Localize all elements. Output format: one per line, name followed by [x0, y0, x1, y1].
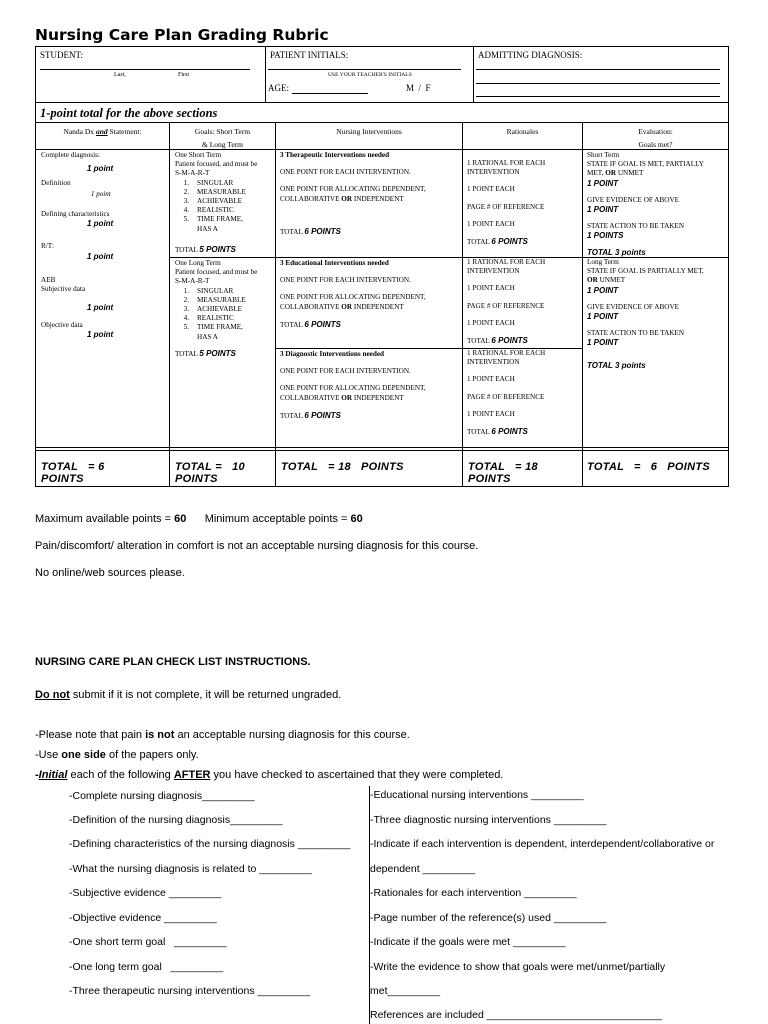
nanda-rt: R/T:: [41, 242, 54, 251]
eval-partial-2: OR UNMET: [587, 276, 626, 285]
rational-page-point: 1 POINT EACH: [467, 219, 515, 228]
eval-long-one-point: 1 POINT: [587, 285, 619, 295]
checklist-item: -Complete nursing diagnosis_________: [69, 790, 255, 802]
one-side-note: -Use one side of the papers only.: [35, 749, 199, 761]
nanda-header-and: and: [95, 127, 108, 136]
eval-long-term: Long Term: [587, 258, 619, 266]
eval-one-point: 1 POINT: [587, 178, 619, 188]
long-smart-list: [175, 287, 275, 342]
rational-total: TOTAL 6 POINTS: [467, 237, 528, 247]
eval-give-evidence: GIVE EVIDENCE OF ABOVE: [587, 195, 680, 204]
do-not-submit: Do not submit if it is not complete, it will be returned ungraded.: [35, 689, 342, 701]
nanda-objective: Objective data: [41, 321, 83, 330]
eval-long-action: STATE ACTION TO BE TAKEN: [587, 329, 685, 338]
checklist-item: -Indicate if each intervention is dependent, interdependent/collaborative or: [370, 838, 715, 850]
page-title: Nursing Care Plan Grading Rubric: [35, 26, 329, 44]
diagnostic-one-each: ONE POINT FOR EACH INTERVENTION.: [280, 367, 411, 376]
goals-split-line: [170, 257, 275, 258]
therapeutic-alloc: ONE POINT FOR ALLOCATING DEPENDENT,: [280, 185, 426, 194]
col-divider-3: [462, 122, 463, 486]
col-header-rationales: Rationales: [506, 127, 539, 136]
nanda-defining: Defining characteristics: [41, 209, 110, 218]
educational-alloc: ONE POINT FOR ALLOCATING DEPENDENT,: [280, 293, 426, 302]
student-info-row: [36, 47, 728, 103]
col-header-interventions: Nursing Interventions: [336, 127, 402, 136]
checklist-item: -Three diagnostic nursing interventions _________: [370, 814, 607, 826]
col-divider-2: [275, 122, 276, 486]
totals-top-line: [36, 447, 728, 448]
rational-page-point: 1 POINT EACH: [467, 318, 515, 327]
goals-long-cell: [175, 259, 275, 359]
long-term-title: One Long Term: [175, 259, 221, 267]
patient-initials-label: PATIENT INITIALS:: [270, 50, 349, 60]
line-below-note: [36, 122, 728, 123]
diagnostic-alloc: ONE POINT FOR ALLOCATING DEPENDENT,: [280, 384, 426, 393]
rational-intervention: INTERVENTION: [467, 267, 520, 276]
therapeutic-total: TOTAL 6 POINTS: [280, 226, 341, 236]
checklist-item: -One short term goal _________: [69, 936, 227, 948]
therapeutic-title: 3 Therapeutic Interventions needed: [280, 151, 390, 159]
checklist-item: -What the nursing diagnosis is related to _________: [69, 863, 312, 875]
nanda-complete-points: 1 point: [87, 164, 114, 174]
eval-state-action: STATE ACTION TO BE TAKEN: [587, 222, 685, 231]
checklist-item: met_________: [370, 985, 441, 997]
student-label: STUDENT:: [40, 50, 84, 60]
checklist-item: References are included ______________________________: [370, 1009, 662, 1021]
rational-total: TOTAL 6 POINTS: [467, 336, 528, 346]
admitting-line-1: [476, 69, 720, 70]
checklist-item: -Defining characteristics of the nursing diagnosis _________: [69, 838, 351, 850]
therapeutic-cell: [280, 151, 460, 237]
nanda-subjective-points: 1 point: [87, 303, 114, 313]
nanda-header-statement: Statement:: [107, 127, 142, 136]
short-term-smart: S-M-A-R-T: [175, 169, 210, 178]
admitting-line-2: [476, 83, 720, 84]
rationales-cell-3: [467, 349, 581, 437]
short-smart-list: [175, 179, 275, 234]
checklist-item: -Page number of the reference(s) used _________: [370, 912, 607, 924]
therapeutic-one-each: ONE POINT FOR EACH INTERVENTION.: [280, 168, 411, 177]
eval-partial: STATE IF GOAL IS PARTIALLY MET,: [587, 267, 704, 276]
first-label: First: [178, 72, 190, 78]
checklist-item: -One long term goal _________: [69, 961, 224, 973]
points-summary: Maximum available points = 60 Minimum acceptable points = 60: [35, 513, 363, 525]
rational-point-each: 1 POINT EACH: [467, 185, 515, 194]
total-interventions: TOTAL = 18 POINTS: [281, 461, 404, 473]
rational-each: 1 RATIONAL FOR EACH: [467, 159, 546, 167]
col-divider-1: [169, 122, 170, 486]
line-below-headers: [36, 149, 728, 150]
short-term-title: One Short Term: [175, 151, 222, 159]
rational-each: 1 RATIONAL FOR EACH: [467, 349, 546, 357]
initial-instruction: -Initial each of the following AFTER you have checked to ascertained that they were completed.: [35, 769, 504, 781]
last-label: Last,: [114, 72, 126, 78]
nanda-definition: Definition: [41, 179, 71, 188]
evaluation-long-cell: [587, 258, 727, 370]
checklist-item: dependent _________: [370, 863, 476, 875]
rational-point-each: 1 POINT EACH: [467, 375, 515, 384]
eval-long-action-point: 1 POINT: [587, 338, 619, 348]
therapeutic-alloc-2: COLLABORATIVE OR INDEPENDENT: [280, 194, 404, 203]
patient-initials-cell: [266, 47, 473, 103]
checklist-item: -Write the evidence to show that goals were met/unmet/partially: [370, 961, 666, 973]
checklist-item: -Objective evidence _________: [69, 912, 217, 924]
educational-cell: [280, 259, 460, 330]
evaluation-header-2: Goals met?: [638, 140, 673, 149]
pain-note: Pain/discomfort/ alteration in comfort is not an acceptable nursing diagnosis for this course.: [35, 540, 479, 552]
total-evaluation: TOTAL = 6 POINTS: [587, 461, 711, 473]
eval-short-total: TOTAL 3 points: [587, 247, 646, 257]
interventions-split-2: [276, 348, 462, 349]
rational-page-ref: PAGE # OF REFERENCE: [467, 301, 545, 310]
student-cell: [36, 47, 265, 103]
totals-top-line-2: [36, 450, 728, 451]
educational-alloc-2: COLLABORATIVE OR INDEPENDENT: [280, 302, 404, 311]
smart-item: 5. TIME FRAME,: [183, 215, 243, 224]
rational-each: 1 RATIONAL FOR EACH: [467, 258, 546, 266]
admitting-line-3: [476, 96, 720, 97]
total-goals: TOTAL = 10 POINTS: [175, 461, 245, 485]
smart-item: HAS A: [197, 224, 218, 233]
no-online-note: No online/web sources please.: [35, 567, 185, 579]
educational-title: 3 Educational Interventions needed: [280, 259, 389, 267]
pain-not-acceptable: -Please note that pain is not an acceptable nursing diagnosis for this course.: [35, 729, 410, 741]
smart-item: 4. REALISTIC: [183, 314, 234, 323]
sex-options: M / F: [406, 83, 431, 93]
admitting-diagnosis-cell: [474, 47, 730, 103]
long-term-smart: S-M-A-R-T: [175, 277, 210, 286]
rational-page-ref: PAGE # OF REFERENCE: [467, 392, 545, 401]
eval-action-points: 1 POINTS: [587, 231, 624, 241]
smart-item: 3. ACHIEVABLE: [183, 305, 242, 314]
checklist-item: -Indicate if the goals were met _________: [370, 936, 566, 948]
goals-short-cell: [175, 151, 275, 255]
total-rationales: TOTAL = 18 POINTS: [468, 461, 538, 485]
educational-total: TOTAL 6 POINTS: [280, 319, 341, 329]
goals-header-2: & Long Term: [202, 140, 243, 149]
col-header-goals: [170, 125, 275, 151]
evaluation-short-cell: [587, 151, 727, 257]
eval-long-total: TOTAL 3 points: [587, 360, 646, 370]
diagnostic-alloc-2: COLLABORATIVE OR INDEPENDENT: [280, 393, 404, 402]
nanda-aeb: AEB: [41, 275, 56, 284]
interventions-split-1: [276, 257, 462, 258]
age-label: AGE:: [268, 83, 289, 93]
rationales-cell-1: [467, 159, 581, 247]
checklist-item: -Definition of the nursing diagnosis_________: [69, 814, 283, 826]
diagnostic-cell: [280, 350, 460, 421]
nanda-rt-points: 1 point: [87, 252, 114, 262]
short-term-desc: Patient focused, and must be: [175, 160, 258, 169]
educational-one-each: ONE POINT FOR EACH INTERVENTION.: [280, 276, 411, 285]
smart-item: 2. MEASURABLE: [183, 295, 246, 304]
col-header-evaluation: [583, 125, 728, 151]
eval-evidence-point: 1 POINT: [587, 205, 619, 215]
rubric-table: [35, 46, 729, 487]
one-point-note: 1-point total for the above sections: [40, 106, 218, 120]
eval-short-term: Short Term: [587, 151, 620, 159]
smart-item: 2. MEASURABLE: [183, 187, 246, 196]
total-nanda: TOTAL = 6 POINTS: [41, 461, 105, 485]
long-total: TOTAL 5 POINTS: [175, 348, 236, 358]
rational-intervention: INTERVENTION: [467, 168, 520, 177]
checklist-item: -Educational nursing interventions _________: [370, 789, 584, 801]
nanda-objective-points: 1 point: [87, 330, 114, 340]
smart-item: 5. TIME FRAME,: [183, 323, 243, 332]
checklist-item: -Rationales for each intervention _________: [370, 887, 577, 899]
long-term-desc: Patient focused, and must be: [175, 268, 258, 277]
rationales-cell-2: [467, 258, 581, 346]
admitting-label: ADMITTING DIAGNOSIS:: [478, 50, 583, 60]
rational-point-each: 1 POINT EACH: [467, 284, 515, 293]
diagnostic-total: TOTAL 6 POINTS: [280, 410, 341, 420]
checklist-item: -Three therapeutic nursing interventions _________: [69, 985, 311, 997]
rational-page-ref: PAGE # OF REFERENCE: [467, 202, 545, 211]
smart-item: 4. REALISTIC: [183, 206, 234, 215]
eval-long-evidence-point: 1 POINT: [587, 312, 619, 322]
age-line: [292, 93, 368, 94]
checklist-heading: NURSING CARE PLAN CHECK LIST INSTRUCTIONS.: [35, 656, 311, 668]
nanda-subjective: Subjective data: [41, 284, 86, 293]
short-total: TOTAL 5 POINTS: [175, 244, 236, 254]
checklist-item: -Subjective evidence _________: [69, 887, 222, 899]
nanda-definition-points: 1 point: [91, 189, 111, 198]
use-initials-note: USE YOUR TEACHER'S INITIALS: [328, 72, 412, 78]
eval-state-met: STATE IF GOAL IS MET, PARTIALLY: [587, 160, 704, 169]
rational-total: TOTAL 6 POINTS: [467, 427, 528, 437]
eval-long-evidence: GIVE EVIDENCE OF ABOVE: [587, 302, 680, 311]
smart-item: 3. ACHIEVABLE: [183, 197, 242, 206]
rational-page-point: 1 POINT EACH: [467, 409, 515, 418]
smart-item: 1. SINGULAR: [183, 286, 234, 295]
student-name-line: [40, 69, 250, 70]
smart-item: HAS A: [197, 332, 218, 341]
patient-initials-line: [268, 69, 461, 70]
evaluation-header-1: Evaluation:: [638, 127, 673, 136]
goals-header-1: Goals: Short Term: [194, 127, 251, 136]
nanda-complete-dx: Complete diagnosis:: [41, 151, 100, 159]
col-divider-4: [582, 122, 583, 486]
nanda-header-text: Nanda Dx: [63, 127, 96, 136]
diagnostic-title: 3 Diagnostic Interventions needed: [280, 350, 385, 358]
eval-state-met-2: MET, OR UNMET: [587, 169, 644, 178]
col-header-nanda: [36, 125, 169, 138]
nanda-cell: [41, 151, 167, 340]
smart-item: 1. SINGULAR: [183, 178, 234, 187]
rational-intervention: INTERVENTION: [467, 358, 520, 367]
nanda-defining-points: 1 point: [87, 219, 114, 229]
